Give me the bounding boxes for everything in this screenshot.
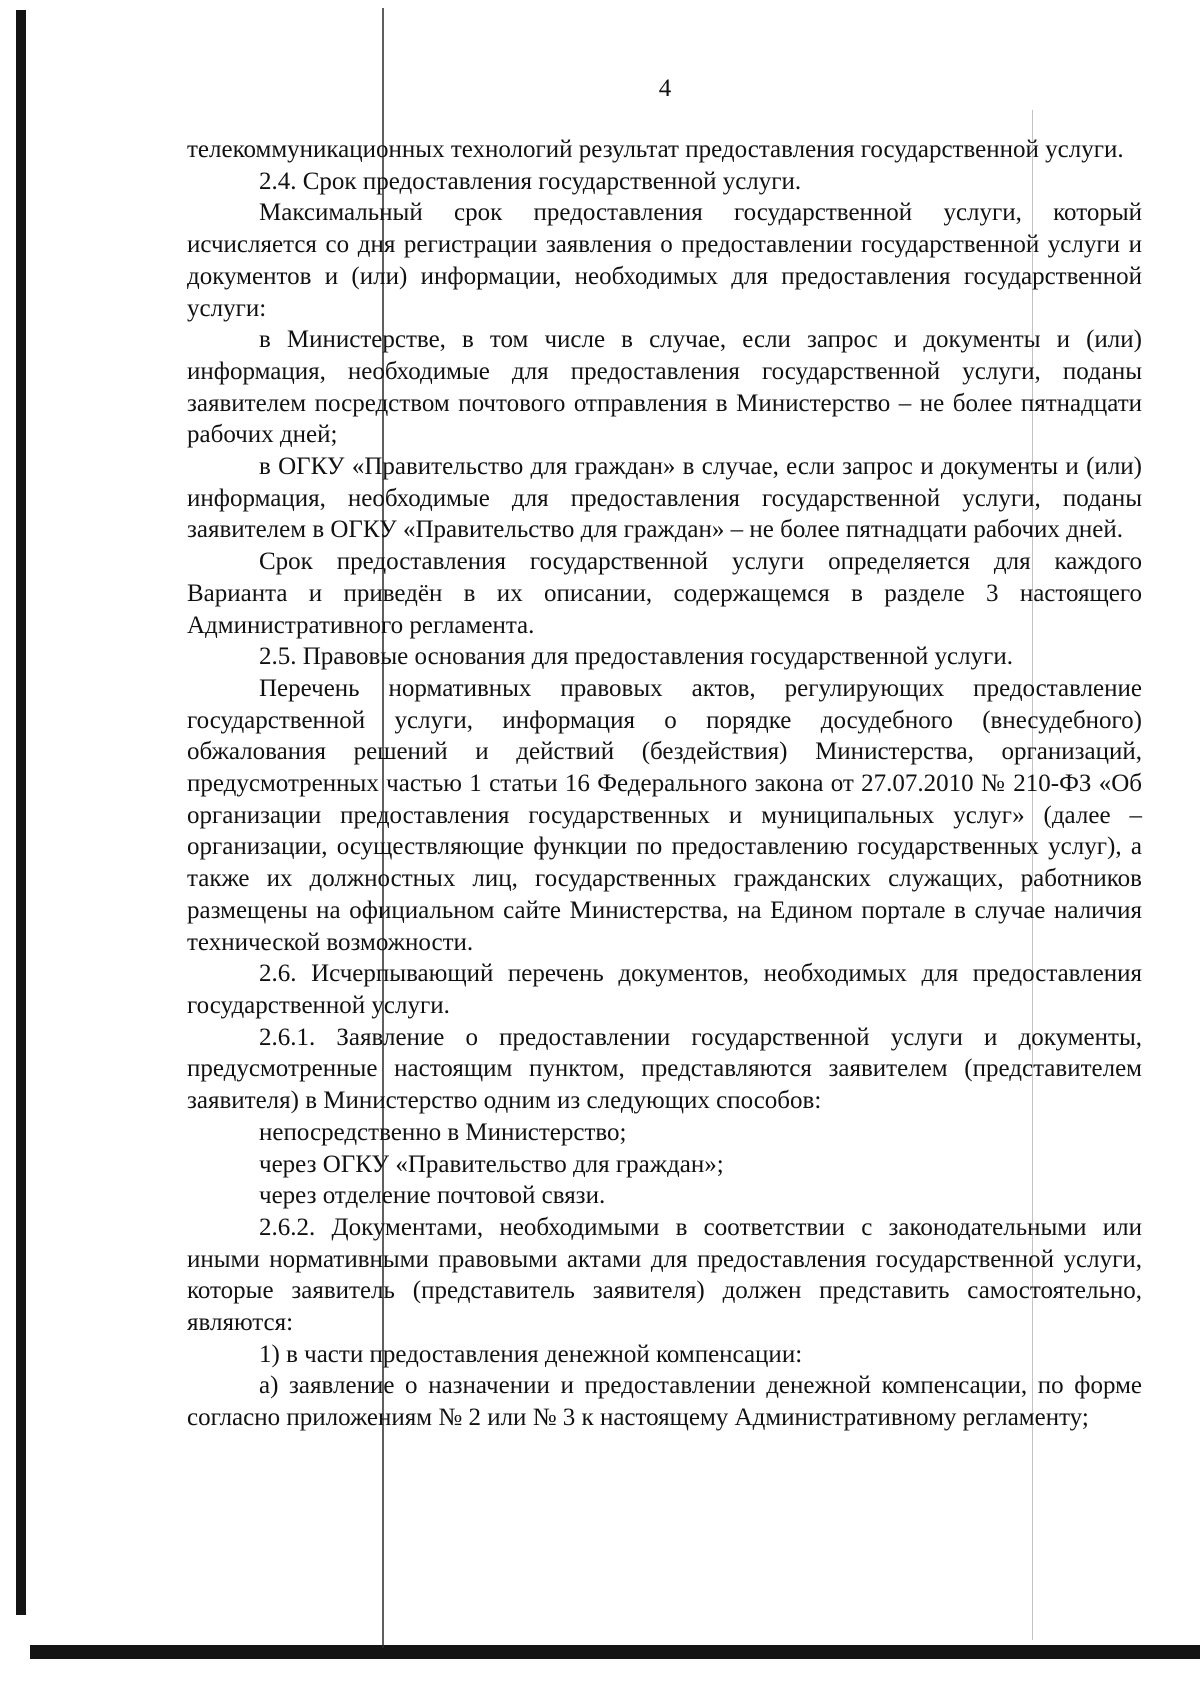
list-item: непосредственно в Министерство;: [259, 1118, 627, 1146]
paragraph: Перечень нормативных правовых актов, регулирующих предоставление государственной услуги, информация о порядке досудебного (внесудебного) обжалования решений и действий (бездействия) Министерства, организаций, предусмотренных частью 1 статьи 16 Федерального закона от 27.07.2010 № 210-ФЗ «Об организации предоставления государственных и муниципальных услуг» (далее – организации, осуществляющие функции по предоставлению государственных услуг), а также их должностных лиц, государственных гражданских служащих, работников размещены на официальном сайте Министерства, на Едином портале в случае наличия технической возможности.: [187, 674, 1142, 956]
paragraph: Срок предоставления государственной услуги определяется для каждого Варианта и приведён в их описании, содержащемся в разделе 3 настоящего Административного регламента.: [187, 548, 1142, 639]
paragraph: в ОГКУ «Правительство для граждан» в случае, если запрос и документы и (или) информация, необходимые для предоставления государственной услуги, поданы заявителем в ОГКУ «Правительство для граждан» – не более пятнадцати рабочих дней.: [187, 453, 1142, 544]
paragraph: 2.6.2. Документами, необходимыми в соответствии с законодательными или иными нормативными правовыми актами для предоставления государственной услуги, которые заявитель (представитель заявителя) должен представить самостоятельно, являются:: [187, 1213, 1142, 1337]
list-item: а) заявление о назначении и предоставлении денежной компенсации, по форме согласно приложениям № 2 или № 3 к настоящему Административному регламенту;: [187, 1372, 1142, 1432]
section-heading: 2.6. Исчерпывающий перечень документов, необходимых для предоставления государственной услуги.: [187, 960, 1142, 1019]
page-number: 4: [658, 75, 672, 102]
paragraph: телекоммуникационных технологий результат предоставления государственной услуги.: [187, 136, 1124, 163]
paragraph: 2.6.1. Заявление о предоставлении государственной услуги и документы, предусмотренные настоящим пунктом, представляются заявителем (представителем заявителя) в Министерство одним из следующих способов:: [187, 1023, 1142, 1115]
paragraph: Максимальный срок предоставления государственной услуги, который исчисляется со дня регистрации заявления о предоставлении государственной услуги и документов и (или) информации, необходимых для предоставления государственной услуги:: [187, 199, 1142, 322]
scan-border-left: [16, 10, 26, 1615]
document-body: [187, 134, 1142, 1434]
paragraph: в Министерстве, в том числе в случае, если запрос и документы и (или) информация, необходимые для предоставления государственной услуги, поданы заявителем посредством почтового отправления в Министерство – не более пятнадцати рабочих дней;: [187, 326, 1142, 449]
list-item: 1) в части предоставления денежной компенсации:: [259, 1340, 803, 1368]
scan-border-bottom: [30, 1645, 1200, 1659]
section-heading: 2.5. Правовые основания для предоставления государственной услуги.: [259, 643, 1013, 671]
list-item: через ОГКУ «Правительство для граждан»;: [259, 1150, 724, 1178]
list-item: через отделение почтовой связи.: [259, 1182, 606, 1210]
section-heading: 2.4. Срок предоставления государственной услуги.: [259, 167, 802, 195]
